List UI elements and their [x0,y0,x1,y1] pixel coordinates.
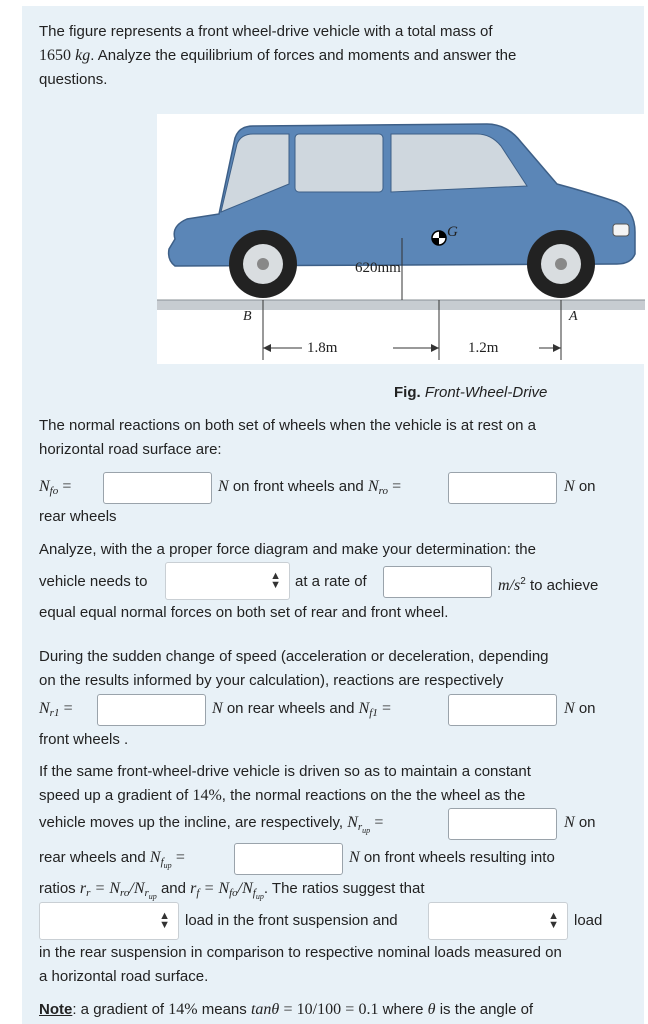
q4-load: load [574,912,603,929]
label-a: A [569,309,578,324]
q4-on: N on [564,814,596,831]
nr1-input[interactable] [97,694,206,726]
q1-next-line: rear wheels [39,508,117,525]
select-arrow-icon: ▲ ▼ [159,910,170,931]
front-load-select[interactable] [39,902,179,940]
dim-height-label: 620mm [355,260,401,276]
nfo-label: $N_{fo}$ = [39,478,72,497]
nro-input[interactable] [448,472,557,504]
q4-ratios-line: ratios $r_r = N_{ro}/N_{rup}$ and $r_f = N_{fo}/N_{fup}$. The ratios suggest that [39,880,425,901]
accel-rate-input[interactable] [383,566,492,598]
nfo-input[interactable] [103,472,212,504]
q2-line-3: equal equal normal forces on both set of rear and front wheel. [39,604,449,621]
q2-mid: at a rate of [295,573,367,590]
vehicle-diagram [157,114,645,364]
q4-line-7: a horizontal road surface. [39,968,209,985]
q1-mid-text: N on front wheels and $N_{ro}$ = [218,478,402,497]
q3-mid-text: N on rear wheels and $N_{f1}$ = [212,700,392,719]
select-arrow-icon: ▲ ▼ [270,570,281,591]
nr1-label: $N_{r1}$ = [39,700,73,719]
label-b: B [243,309,252,324]
figure-caption: Fig. Front-Wheel-Drive [394,384,548,401]
nrup-input[interactable] [448,808,557,840]
nfup-input[interactable] [234,843,343,875]
nf1-input[interactable] [448,694,557,726]
label-g: G [447,224,458,240]
note-line: Note: a gradient of 14% means tanθ = 10/100 = 0.1 where θ is the angle of [39,1001,534,1018]
q4-line-3: vehicle moves up the incline, are respectively, $N_{rup}$ = [39,814,384,835]
q1-line-2: horizontal road surface are: [39,441,222,458]
vehicle-figure [157,114,645,364]
q3-line-1: During the sudden change of speed (acceleration or deceleration, depending [39,648,549,665]
q4-line-4-pre: rear wheels and $N_{fup}$ = [39,849,185,870]
q2-pre: vehicle needs to [39,573,148,590]
q4-line-4-post: N on front wheels resulting into [349,849,555,866]
rear-load-select[interactable] [428,902,568,940]
q3-end-text: N on [564,700,596,717]
dim-rear-label: 1.8m [307,340,338,356]
intro-line-1: The figure represents a front wheel-drive vehicle with a total mass of [39,23,493,40]
intro-line-2: 1650 kg. Analyze the equilibrium of forces and moments and answer the [39,47,517,64]
dim-front-label: 1.2m [468,340,499,356]
q3-line-2: on the results informed by your calculation), reactions are respectively [39,672,504,689]
q3-next-line: front wheels . [39,731,129,748]
front-wheel [527,230,595,298]
rear-wheel [229,230,297,298]
intro-line-3: questions. [39,71,108,88]
q4-line-6: in the rear suspension in comparison to respective nominal loads measured on [39,944,562,961]
q2-line-1: Analyze, with the a proper force diagram and make your determination: the [39,541,536,558]
q4-line-1: If the same front-wheel-drive vehicle is driven so as to maintain a constant [39,763,531,780]
q1-end-text: N on [564,478,596,495]
select-arrow-icon: ▲ ▼ [548,910,559,931]
accel-direction-select[interactable] [165,562,290,600]
center-of-gravity-marker [432,231,446,245]
middle-window [295,134,383,192]
q4-line-2: speed up a gradient of 14%, the normal reactions on the the wheel as the [39,787,526,804]
q1-line-1: The normal reactions on both set of wheels when the vehicle is at rest on a [39,417,536,434]
q4-mid: load in the front suspension and [185,912,398,929]
q2-post: $m/s^2$ to achieve [498,576,599,594]
